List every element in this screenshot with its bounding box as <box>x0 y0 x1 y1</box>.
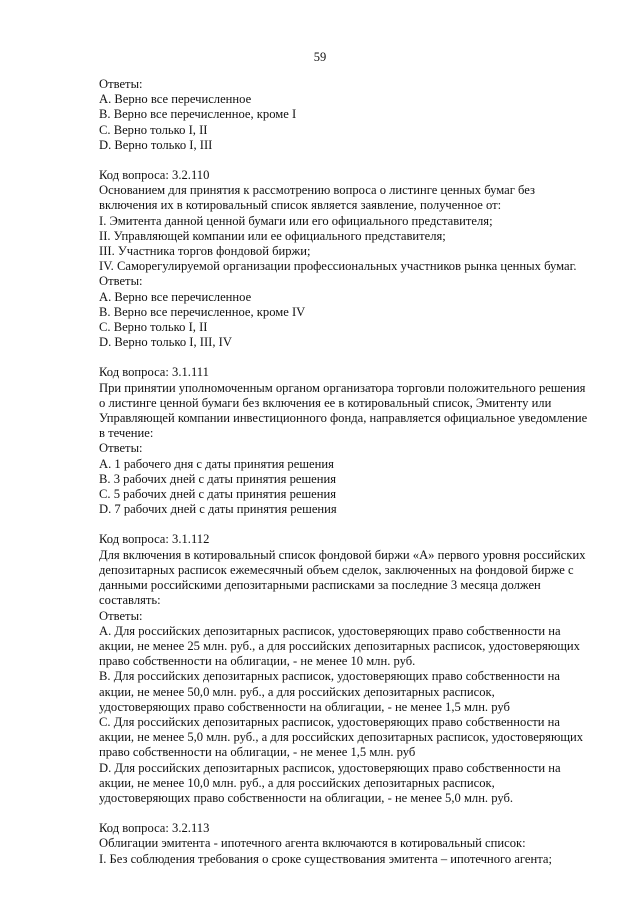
question-text-line: данными российскими депозитарными расписками за последние 3 месяца должен <box>99 578 541 593</box>
answer-option-line: A. Для российских депозитарных расписок, удостоверяющих право собственности на <box>99 623 561 638</box>
answer-option-c <box>99 715 611 761</box>
question-text-line: в течение: <box>99 426 154 441</box>
question-text-line: составлять: <box>99 593 161 608</box>
question-block-3-2-110 <box>99 168 611 350</box>
question-block-prev <box>99 77 611 153</box>
question-text-line: Управляющей компании инвестиционного фонда, направляется официальное уведомление <box>99 411 588 426</box>
answer-option: D. 7 рабочих дней с даты принятия решения <box>99 502 337 517</box>
answer-option-line: акции, не менее 25 млн. руб., а для российских депозитарных расписок, удостоверяющих <box>99 638 580 653</box>
answers-label: Ответы: <box>99 608 143 623</box>
answer-option: A. Верно все перечисленное <box>99 92 252 107</box>
question-block-3-1-112 <box>99 532 611 806</box>
question-text-line: Облигации эмитента - ипотечного агента включаются в котировальный список: <box>99 836 526 851</box>
question-text-line: III. Участника торгов фондовой биржи; <box>99 244 311 259</box>
question-text-line: о листинге ценной бумаги без включения ее в котировальный список, Эмитенту или <box>99 395 552 410</box>
question-code: Код вопроса: 3.1.111 <box>99 365 209 380</box>
answer-option-b <box>99 669 611 715</box>
answer-option-line: удостоверяющих право собственности на облигации, - не менее 1,5 млн. руб <box>99 699 510 714</box>
page-number: 59 <box>313 50 327 64</box>
answers-label: Ответы: <box>99 441 143 456</box>
answers-label: Ответы: <box>99 77 143 91</box>
question-block-3-1-111 <box>99 365 611 517</box>
question-text-line: IV. Саморегулируемой организации профессиональных участников рынка ценных бумаг. <box>99 259 577 274</box>
question-code: Код вопроса: 3.2.110 <box>99 168 210 183</box>
answer-option-line: D. Для российских депозитарных расписок, удостоверяющих право собственности на <box>99 760 561 775</box>
question-text-line: I. Без соблюдения требования о сроке существования эмитента – ипотечного агента; <box>99 851 553 866</box>
question-text-line: Для включения в котировальный список фондовой биржи «А» первого уровня российских <box>99 547 586 562</box>
answer-option-line: акции, не менее 10,0 млн. руб., а для российских депозитарных расписок, <box>99 775 495 790</box>
answer-option: A. 1 рабочего дня с даты принятия решения <box>99 456 334 471</box>
answer-option: B. Верно все перечисленное, кроме I <box>99 107 297 122</box>
answer-option-d <box>99 761 611 807</box>
question-block-3-2-113 <box>99 821 611 867</box>
question-code: Код вопроса: 3.1.112 <box>99 532 210 547</box>
question-text-line: Основанием для принятия к рассмотрению вопроса о листинге ценных бумаг без <box>99 183 536 198</box>
question-text-line: При принятии уполномоченным органом организатора торговли положительного решения <box>99 380 586 395</box>
answer-option-line: акции, не менее 5,0 млн. руб., а для российских депозитарных расписок, удостоверяющих <box>99 730 584 745</box>
answer-option-line: C. Для российских депозитарных расписок, удостоверяющих право собственности на <box>99 714 560 729</box>
answer-option: D. Верно только I, III, IV <box>99 335 232 350</box>
answer-option: A. Верно все перечисленное <box>99 289 252 304</box>
question-text-line: депозитарных расписок ежемесячный объем сделок, заключенных на фондовой бирже с <box>99 562 574 577</box>
question-text-line: I. Эмитента данной ценной бумаги или его официального представителя; <box>99 213 493 228</box>
question-code: Код вопроса: 3.2.113 <box>99 821 210 836</box>
answer-option-line: удостоверяющих право собственности на облигации, - не менее 5,0 млн. руб. <box>99 790 514 805</box>
answer-option: B. Верно все перечисленное, кроме IV <box>99 304 306 319</box>
answer-option-line: право собственности на облигации, - не менее 10 млн. руб. <box>99 654 416 669</box>
page-content <box>99 77 611 867</box>
answer-option-a <box>99 624 611 670</box>
answer-option-line: B. Для российских депозитарных расписок, удостоверяющих право собственности на <box>99 669 560 684</box>
answer-option-line: акции, не менее 50,0 млн. руб., а для российских депозитарных расписок, <box>99 684 495 699</box>
answer-option-line: право собственности на облигации, - не менее 1,5 млн. руб <box>99 745 416 760</box>
answer-option: C. Верно только I, II <box>99 320 208 335</box>
question-text-line: включения их в котировальный список является заявление, полученное от: <box>99 198 502 213</box>
answers-label: Ответы: <box>99 274 143 289</box>
question-text-line: II. Управляющей компании или ее официального представителя; <box>99 228 446 243</box>
answer-option: C. Верно только I, II <box>99 122 208 137</box>
answer-option: C. 5 рабочих дней с даты принятия решения <box>99 487 337 502</box>
answer-option: D. Верно только I, III <box>99 137 213 152</box>
answer-option: B. 3 рабочих дней с даты принятия решения <box>99 471 337 486</box>
